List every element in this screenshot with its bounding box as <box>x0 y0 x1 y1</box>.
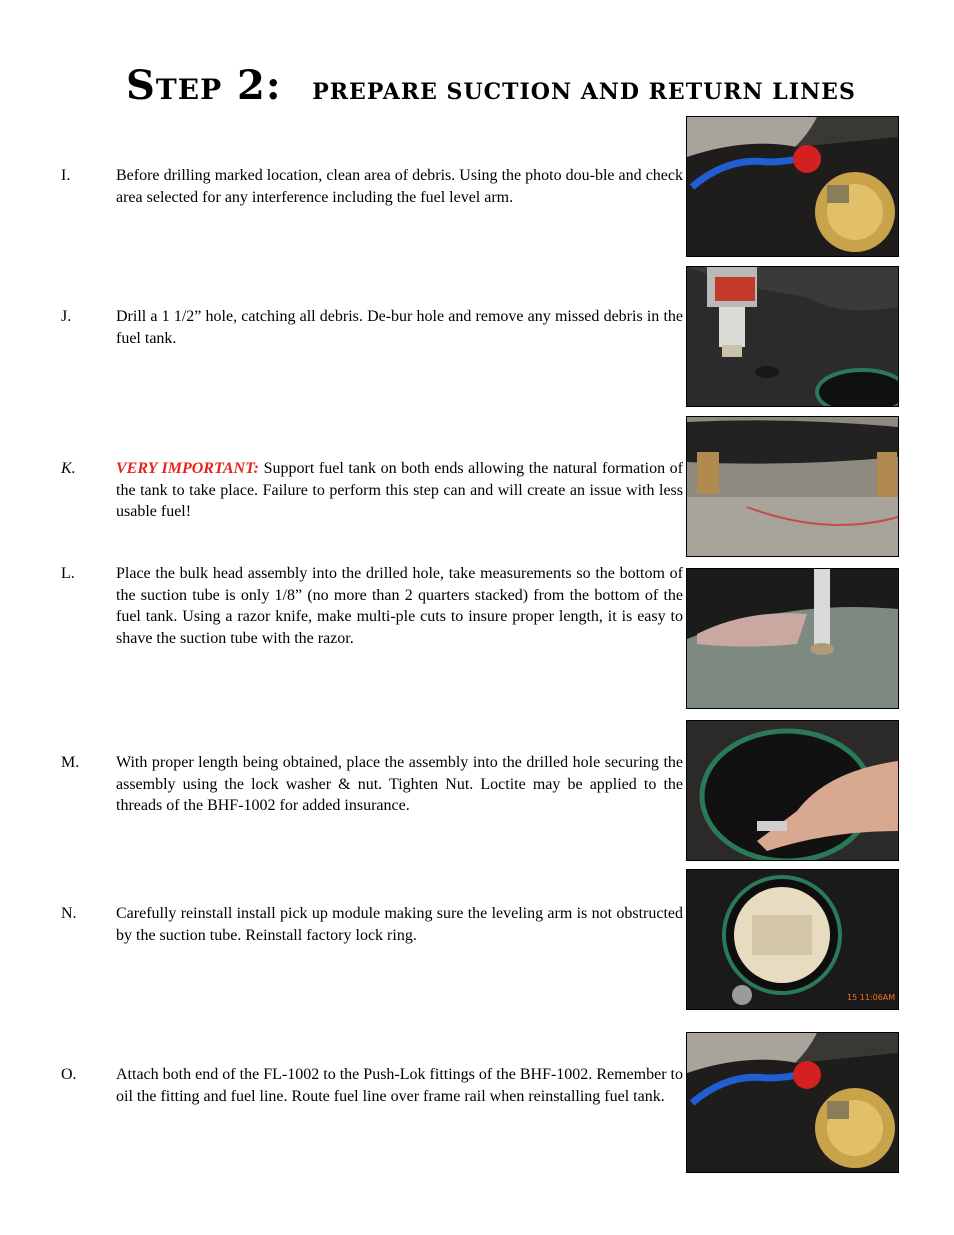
step-letter: I. <box>61 167 71 184</box>
step-text-body: Support fuel tank on both ends allowing the natural formation of the tank to take place. Failure to perform this step can and will create an issue with less usable fuel! <box>116 460 684 520</box>
step-text: Drill a 1 1/2” hole, catching all debris. De-bur hole and remove any missed debris in the fuel tank. <box>116 308 683 347</box>
photo-drilling-hole <box>686 266 899 407</box>
support-photo-image <box>687 417 898 556</box>
step-title: PREPARE SUCTION AND RETURN LINES <box>312 79 856 105</box>
photo-fuel-line-attached <box>686 1032 899 1173</box>
step-text: Attach both end of the FL-1002 to the Push-Lok fittings of the BHF-1002. Remember to oil the fitting and fuel line. Route fuel line over frame rail when reinstalling fuel tank. <box>116 1066 683 1105</box>
step-letter: K. <box>61 460 76 477</box>
step-letter: M. <box>61 754 80 771</box>
install-photo-image <box>687 721 898 860</box>
photo-tank-supported <box>686 416 899 557</box>
step-text: With proper length being obtained, place the assembly into the drilled hole securing the assembly using the lock washer & nut. Tighten Nut. Loctite may be applied to the threads of the BHF-1002 for added insurance. <box>116 754 683 814</box>
step-text: Place the bulk head assembly into the drilled hole, take measurements so the bottom of the suction tube is only 1/8” (no more than 2 quarters stacked) from the bottom of the fuel tank. Using a razor knife, make multi-ple cuts to insure proper length, it is easy to shave the suction tube with the razor. <box>116 565 683 647</box>
step-letter: O. <box>61 1066 77 1083</box>
step-letter: J. <box>61 308 72 325</box>
page-title <box>126 62 856 109</box>
step-text: Before drilling marked location, clean area of debris. Using the photo dou-ble and check area selected for any interference including the fuel level arm. <box>116 167 683 206</box>
photo-tank-fuel-line <box>686 116 899 257</box>
photo-timestamp: 15 11:06AM <box>847 993 896 1002</box>
drill-photo-image <box>687 267 898 406</box>
step-text: Carefully reinstall install pick up module making sure the leveling arm is not obstructed by the suction tube. Reinstall factory lock ring. <box>116 905 683 944</box>
photo-installing-assembly <box>686 720 899 861</box>
step-label: Step 2: <box>126 62 282 109</box>
important-note: VERY IMPORTANT: <box>116 460 260 477</box>
step-text <box>116 458 683 523</box>
tank-photo-image <box>687 117 898 256</box>
step-letter: N. <box>61 905 77 922</box>
module-photo-image <box>687 870 898 1009</box>
suction-photo-image <box>687 569 898 708</box>
step-letter: L. <box>61 565 75 582</box>
attach-photo-image <box>687 1033 898 1172</box>
photo-suction-tube <box>686 568 899 709</box>
photo-pickup-module <box>686 869 899 1010</box>
